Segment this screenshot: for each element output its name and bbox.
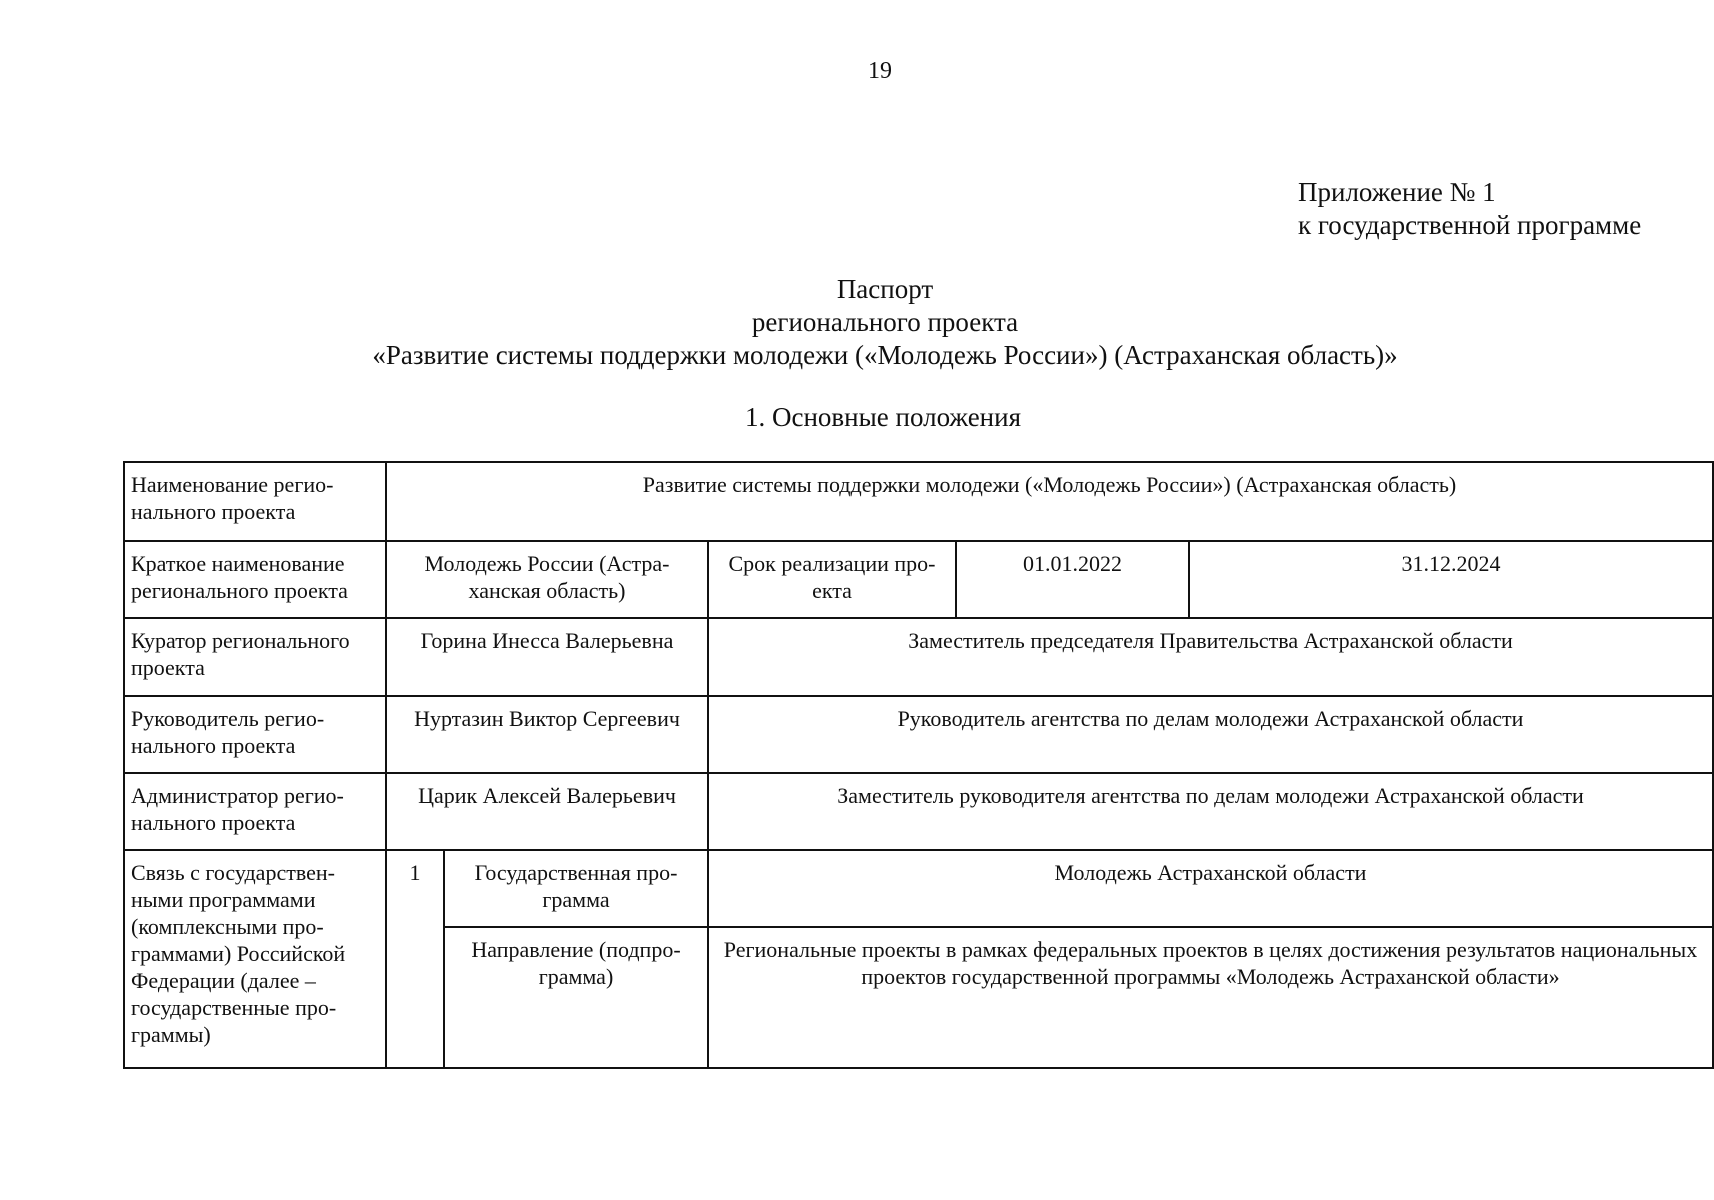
label-direction: Направление (подпро-грамма): [444, 927, 708, 1068]
label-project-name: Наименование регио-нального проекта: [124, 462, 386, 541]
appendix-note: [1298, 176, 1641, 242]
section-heading: 1. Основные положения: [745, 402, 1021, 432]
label-curator: Куратор регионального проекта: [124, 618, 386, 696]
table-row-curator: [124, 618, 1713, 696]
label-short-name: Краткое наименование регионального проекта: [124, 541, 386, 618]
table-row-admin: [124, 773, 1713, 850]
table-row-short: [124, 541, 1713, 618]
table-row-name: [124, 462, 1713, 541]
value-admin-position: Заместитель руководителя агентства по делам молодежи Астраханской области: [708, 773, 1713, 850]
title-line-3: «Развитие системы поддержки молодежи («Молодежь России») (Астраханская область)»: [372, 340, 1398, 370]
label-program-link: Связь с государствен-ными программами (комплексными про-граммами) Российской Федерации (далее – государственные про-граммы): [124, 850, 386, 1068]
title-line-1: Паспорт: [836, 274, 934, 304]
value-head-person: Нуртазин Виктор Сергеевич: [386, 696, 708, 773]
document-title: [0, 273, 1714, 372]
value-direction: Региональные проекты в рамках федеральных проектов в целях достижения результатов национальных проектов государственной программы «Молодежь Астраханской области»: [708, 927, 1713, 1068]
appendix-line-1: Приложение № 1: [1298, 177, 1496, 207]
value-short-name: Молодежь России (Астра-ханская область): [386, 541, 708, 618]
value-start-date: 01.01.2022: [956, 541, 1189, 618]
value-end-date: 31.12.2024: [1189, 541, 1713, 618]
page-number: 19: [868, 58, 892, 84]
table-row-link-program: [124, 850, 1713, 927]
value-curator-position: Заместитель председателя Правительства Астраханской области: [708, 618, 1713, 696]
appendix-line-2: к государственной программе: [1298, 210, 1642, 240]
value-curator-person: Горина Инесса Валерьевна: [386, 618, 708, 696]
value-head-position: Руководитель агентства по делам молодежи Астраханской области: [708, 696, 1713, 773]
passport-table: [123, 461, 1714, 1069]
title-line-2: регионального проекта: [751, 307, 1019, 337]
value-admin-person: Царик Алексей Валерьевич: [386, 773, 708, 850]
label-admin: Администратор регио-нального проекта: [124, 773, 386, 850]
label-state-program: Государственная про-грамма: [444, 850, 708, 927]
table-row-head: [124, 696, 1713, 773]
value-state-program: Молодежь Астраханской области: [708, 850, 1713, 927]
value-project-name: Развитие системы поддержки молодежи («Молодежь России») (Астраханская область): [386, 462, 1713, 541]
label-head: Руководитель регио-нального проекта: [124, 696, 386, 773]
label-period: Срок реализации про-екта: [708, 541, 956, 618]
value-link-number: 1: [386, 850, 444, 1068]
